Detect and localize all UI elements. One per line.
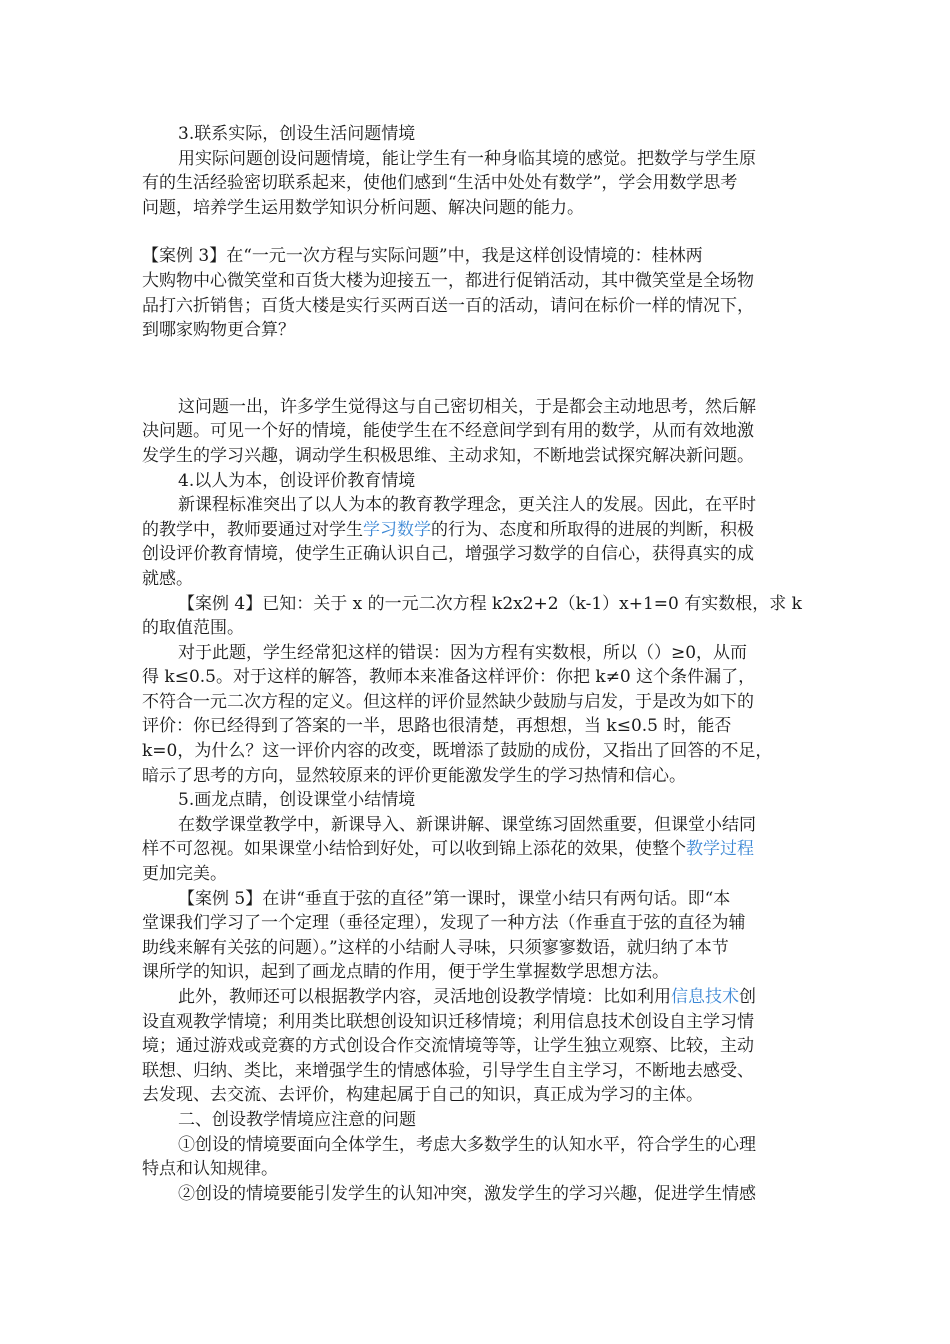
line-text: 去发现、去交流、去评价，构建起属于自己的知识，真正成为学习的主体。: [142, 1085, 703, 1106]
line-text: ①创设的情境要面向全体学生，考虑大多数学生的认知水平，符合学生的心理: [178, 1134, 756, 1155]
line-text: 设直观教学情境；利用类比联想创设知识迁移情境；利用信息技术创设自主学习情: [142, 1011, 754, 1032]
line-text: 发学生的学习兴趣，调动学生积极思维、主动求知，不断地尝试探究解决新问题。: [142, 445, 754, 466]
text-line: [142, 911, 812, 936]
text-line: [142, 1108, 812, 1133]
text-line: [142, 616, 812, 641]
text-line: [142, 444, 812, 469]
paragraph-p10: [142, 813, 812, 887]
text-line: [142, 419, 812, 444]
line-text: 品打六折销售；百货大楼是实行买两百送一百的活动，请问在标价一样的情况下，: [142, 295, 754, 316]
line-text: 的取值范围。: [142, 618, 244, 639]
paragraph-p5: [142, 469, 812, 494]
line-text: 【案例 5】在讲“垂直于弦的直径”第一课时，课堂小结只有两句话。即“本: [178, 888, 731, 909]
line-text: 问题，培养学生运用数学知识分析问题、解决问题的能力。: [142, 197, 584, 218]
text-line: [142, 542, 812, 567]
text-line: [142, 244, 812, 269]
text-line: [142, 641, 812, 666]
line-text-post: 创: [739, 987, 756, 1007]
text-line: [142, 1083, 812, 1108]
line-text: 5.画龙点睛，创设课堂小结情境: [178, 790, 416, 811]
line-text: 3.联系实际，创设生活问题情境: [178, 124, 416, 144]
text-line: [142, 813, 812, 838]
text-line: [142, 985, 812, 1010]
text-line: [142, 764, 812, 789]
text-line: [142, 518, 812, 543]
text-line: [142, 1010, 812, 1035]
line-text: 更加完美。: [142, 864, 227, 885]
text-line: [142, 294, 812, 319]
document-body: [142, 122, 812, 1206]
line-text: 不符合一元二次方程的定义。但这样的评价显然缺少鼓励与启发，于是改为如下的: [142, 691, 754, 712]
line-text: 这问题一出，许多学生觉得这与自己密切相关，于是都会主动地思考，然后解: [178, 396, 756, 417]
paragraph-gap: [142, 343, 812, 395]
text-line: [142, 269, 812, 294]
line-text: 特点和认知规律。: [142, 1159, 278, 1180]
paragraph-p7: [142, 592, 812, 641]
line-text: 新课程标准突出了以人为本的教育教学理念，更关注人的发展。因此，在平时: [178, 495, 756, 516]
line-text: 境；通过游戏或竞赛的方式创设合作交流情境等等，让学生独立观察、比较，主动: [142, 1036, 754, 1057]
text-line: [142, 592, 812, 617]
paragraph-p2: [142, 147, 812, 221]
line-text-pre: 的教学中，教师要通过对学生: [142, 519, 363, 540]
text-line: [142, 318, 812, 343]
text-line: [142, 837, 812, 862]
text-line: [142, 1034, 812, 1059]
line-text: 决问题。可见一个好的情境，能使学生在不经意间学到有用的数学，从而有效地激: [142, 421, 754, 442]
line-text: 评价：你已经得到了答案的一半，思路也很清楚，再想想，当 k≤0.5 时，能否: [142, 716, 732, 737]
paragraph-p1: [142, 122, 812, 147]
text-line: [142, 1157, 812, 1182]
paragraph-p3: [142, 244, 812, 342]
paragraph-p9: [142, 788, 812, 813]
text-line: [142, 714, 812, 739]
inline-link[interactable]: 学习数学: [363, 519, 431, 540]
paragraph-p15: [142, 1182, 812, 1207]
text-line: [142, 122, 812, 147]
line-text-pre: 此外，教师还可以根据教学内容，灵活地创设教学情境：比如利用: [178, 987, 671, 1007]
line-text: 在数学课堂教学中，新课导入、新课讲解、课堂练习固然重要，但课堂小结同: [178, 814, 756, 835]
text-line: [142, 665, 812, 690]
line-text: 到哪家购物更合算？: [142, 320, 295, 341]
text-line: [142, 196, 812, 221]
text-line: [142, 1059, 812, 1084]
line-text: 对于此题，学生经常犯这样的错误：因为方程有实数根，所以（）≥0，从而: [178, 642, 748, 663]
line-text: 4.以人为本，创设评价教育情境: [178, 470, 416, 491]
text-line: [142, 739, 812, 764]
line-text: 有的生活经验密切联系起来，使他们感到“生活中处处有数学”，学会用数学思考: [142, 173, 738, 194]
text-line: [142, 960, 812, 985]
line-text: 【案例 3】在“一元一次方程与实际问题”中，我是这样创设情境的：桂林两: [142, 246, 703, 267]
line-text: 暗示了思考的方向，显然较原来的评价更能激发学生的学习热情和信心。: [142, 765, 686, 786]
paragraph-p11: [142, 887, 812, 985]
line-text: 创设评价教育情境，使学生正确认识自己，增强学习数学的自信心，获得真实的成: [142, 544, 754, 565]
line-text: 助线来解有关弦的问题）。”这样的小结耐人寻味，只须寥寥数语，就归纳了本节: [142, 937, 729, 958]
paragraph-p14: [142, 1133, 812, 1182]
text-line: [142, 469, 812, 494]
text-line: [142, 493, 812, 518]
text-line: [142, 1182, 812, 1207]
line-text: ②创设的情境要能引发学生的认知冲突，激发学生的学习兴趣，促进学生情感: [178, 1183, 756, 1204]
line-text: 大购物中心微笑堂和百货大楼为迎接五一，都进行促销活动，其中微笑堂是全场物: [142, 270, 754, 291]
text-line: [142, 147, 812, 172]
paragraph-p6: [142, 493, 812, 591]
text-line: [142, 862, 812, 887]
text-line: [142, 1133, 812, 1158]
paragraph-p13: [142, 1108, 812, 1133]
text-line: [142, 171, 812, 196]
line-text: 联想、归纳、类比，来增强学生的情感体验，引导学生自主学习，不断地去感受、: [142, 1060, 754, 1081]
line-text-post: 的行为、态度和所取得的进展的判断，积极: [431, 519, 754, 540]
line-text: 堂课我们学习了一个定理（垂径定理），发现了一种方法（作垂直于弦的直径为辅: [142, 913, 746, 934]
line-text: 二、创设教学情境应注意的问题: [178, 1109, 416, 1130]
line-text: 就感。: [142, 568, 193, 589]
text-line: [142, 936, 812, 961]
line-text: 课所学的知识，起到了画龙点睛的作用，便于学生掌握数学思想方法。: [142, 962, 669, 983]
paragraph-gap: [142, 220, 812, 244]
text-line: [142, 567, 812, 592]
line-text-pre: 样不可忽视。如果课堂小结恰到好处，可以收到锦上添花的效果，使整个: [142, 839, 686, 860]
paragraph-p8: [142, 641, 812, 789]
line-text: 【案例 4】已知：关于 x 的一元二次方程 k2x2+2（k-1）x+1=0 有实数根，求 k: [178, 593, 802, 614]
line-text: 用实际问题创设问题情境，能让学生有一种身临其境的感觉。把数学与学生原: [178, 148, 756, 169]
line-text: k=0，为什么？这一评价内容的改变，既增添了鼓励的成份，又指出了回答的不足，: [142, 741, 773, 762]
text-line: [142, 395, 812, 420]
line-text: 得 k≤0.5。对于这样的解答，教师本来准备这样评价：你把 k≠0 这个条件漏了，: [142, 667, 756, 688]
paragraph-p12: [142, 985, 812, 1108]
text-line: [142, 887, 812, 912]
text-line: [142, 788, 812, 813]
inline-link[interactable]: 教学过程: [686, 839, 754, 860]
inline-link[interactable]: 信息技术: [671, 987, 739, 1007]
paragraph-p4: [142, 395, 812, 469]
text-line: [142, 690, 812, 715]
